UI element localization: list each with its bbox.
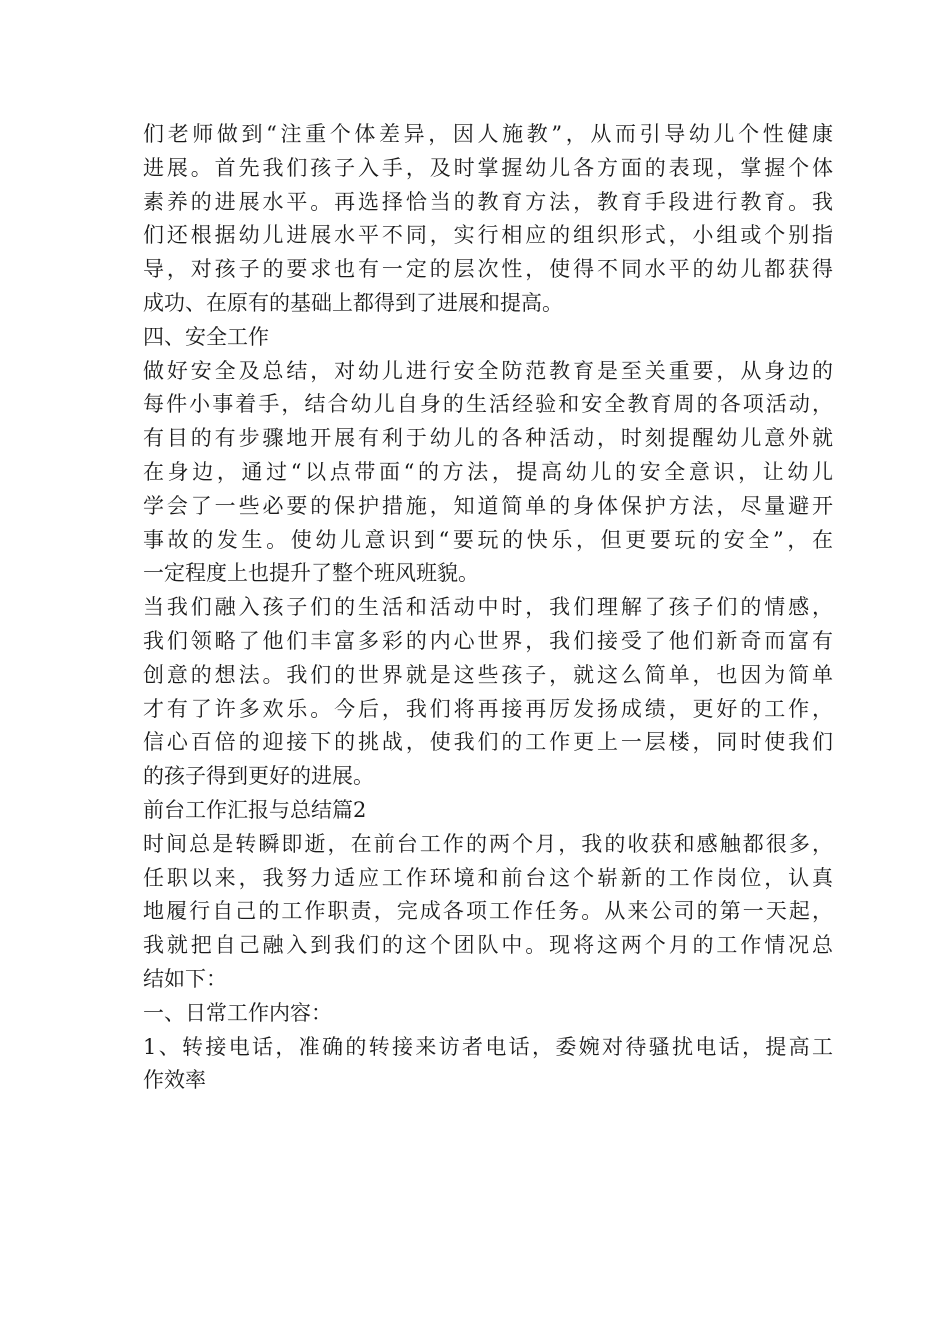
text-line: 们老师做到“注重个体差异，因人施教”，从而引导幼儿个性健康 (143, 122, 833, 146)
text-line: 作效率 (143, 1068, 206, 1093)
text-line: 才有了许多欢乐。今后，我们将再接再厉发扬成绩，更好的工作， (143, 696, 833, 721)
text-line: 成功、在原有的基础上都得到了进展和提高。 (143, 290, 563, 315)
text-line: 素养的进展水平。再选择恰当的教育方法，教育手段进行教育。我 (143, 189, 833, 214)
text-line: 每件小事着手，结合幼儿自身的生活经验和安全教育周的各项活动， (143, 392, 833, 417)
text-line: 四、安全工作 (143, 324, 269, 349)
text-line: 创意的想法。我们的世界就是这些孩子，就这么简单，也因为简单 (143, 662, 833, 687)
text-line: 有目的有步骤地开展有利于幼儿的各种活动，时刻提醒幼儿意外就 (143, 426, 833, 451)
text-line: 进展。首先我们孩子入手，及时掌握幼儿各方面的表现，掌握个体 (143, 155, 833, 180)
text-line: 的孩子得到更好的进展。 (143, 764, 374, 789)
text-line: 当我们融入孩子们的生活和活动中时，我们理解了孩子们的情感， (143, 595, 833, 620)
text-line: 我们领略了他们丰富多彩的内心世界，我们接受了他们新奇而富有 (143, 628, 833, 653)
text-line: 前台工作汇报与总结篇2 (143, 797, 367, 822)
text-line: 们还根据幼儿进展水平不同，实行相应的组织形式，小组或个别指 (143, 223, 833, 248)
text-line: 做好安全及总结，对幼儿进行安全防范教育是至关重要，从身边的 (143, 358, 833, 383)
text-line: 一定程度上也提升了整个班风班貌。 (143, 561, 479, 586)
document-body (143, 118, 833, 1098)
text-line: 信心百倍的迎接下的挑战，使我们的工作更上一层楼，同时使我们 (143, 730, 833, 755)
text-line: 在身边，通过“以点带面“的方法，提高幼儿的安全意识，让幼儿 (143, 459, 833, 484)
text-line: 1、转接电话，准确的转接来访者电话，委婉对待骚扰电话，提高工 (143, 1034, 833, 1059)
text-line: 时间总是转瞬即逝，在前台工作的两个月，我的收获和感触都很多， (143, 831, 833, 856)
text-line: 任职以来，我努力适应工作环境和前台这个崭新的工作岗位，认真 (143, 865, 833, 890)
text-line: 导，对孩子的要求也有一定的层次性，使得不同水平的幼儿都获得 (143, 257, 833, 282)
text-line: 结如下： (143, 966, 227, 991)
text-line: 地履行自己的工作职责，完成各项工作任务。从来公司的第一天起， (143, 899, 833, 924)
text-line: 一、日常工作内容： (143, 1000, 332, 1025)
text-line: 事故的发生。使幼儿意识到“要玩的快乐，但更要玩的安全”，在 (143, 527, 833, 552)
text-line: 我就把自己融入到我们的这个团队中。现将这两个月的工作情况总 (143, 933, 833, 958)
text-line: 学会了一些必要的保护措施，知道简单的身体保护方法，尽量避开 (143, 493, 833, 518)
